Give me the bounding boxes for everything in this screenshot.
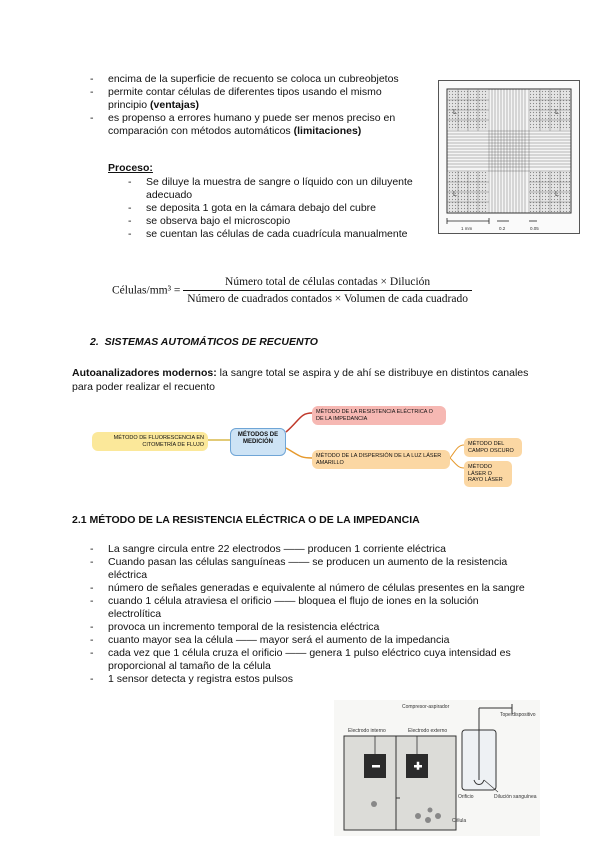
label-electrodo-interno: Electrodo interno — [348, 728, 386, 734]
label-dilucion: Dilución sanguínea — [494, 794, 537, 800]
scale-label: 1 mm — [461, 226, 473, 231]
list-item: - encima de la superficie de recuento se coloca un cubreobjetos — [86, 73, 421, 86]
list-item: - Cuando pasan las células sanguíneas —— se producen un aumento de la resistencia eléctrica — [86, 556, 526, 582]
top-bullet-list — [86, 73, 421, 138]
impedance-bullet-list — [86, 543, 526, 686]
hemocytometer-grid — [439, 81, 579, 233]
label-celula: Célula — [452, 818, 467, 824]
chamber-label-l: L — [555, 109, 559, 116]
apparatus-drawing — [334, 700, 540, 836]
list-item: - se deposita 1 gota en la cámara debajo del cubre — [124, 202, 424, 215]
mindmap-impedance-node: MÉTODO DE LA RESISTENCIA ELÉCTRICA O DE LA IMPEDANCIA — [312, 406, 446, 425]
counting-chamber-image — [438, 80, 580, 234]
list-item: - cuando 1 célula atraviesa el orificio —— bloquea el flujo de iones en la solución electrolítica — [86, 595, 526, 621]
formula-lhs: Células/mm³ = — [112, 284, 181, 297]
mindmap-left-node: MÉTODO DE FLUORESCENCIA EN CITOMETRÍA DE FLUJO — [92, 432, 208, 451]
section-2-heading: 2. SISTEMAS AUTOMÁTICOS DE RECUENTO — [90, 336, 318, 348]
list-item: - provoca un incremento temporal de la resistencia eléctrica — [86, 621, 526, 634]
mindmap-center-node: MÉTODOS DE MEDICIÓN — [230, 428, 286, 456]
formula-denominator: Número de cuadrados contados × Volumen de cada cuadrado — [187, 293, 468, 305]
list-item: - se observa bajo el microscopio — [124, 215, 424, 228]
section-2-intro: Autoanalizadores modernos: la sangre total se aspira y de ahí se distribuye en distintos canales para poder realizar el recuento — [72, 367, 529, 393]
label-orificio: Orificio — [458, 794, 474, 800]
chamber-label-l: L — [453, 109, 457, 116]
chamber-label-l: L — [555, 191, 559, 198]
list-item: - 1 sensor detecta y registra estos pulsos — [86, 673, 526, 686]
list-item: - cada vez que 1 célula cruza el orificio —— genera 1 pulso eléctrico cuya intensidad es proporcional al tamaño de la célula — [86, 647, 526, 673]
mindmap-laser-ray-node: MÉTODO LÁSER O RAYO LÁSER — [464, 461, 512, 487]
mindmap-dark-field-node: MÉTODO DEL CAMPO OSCURO — [464, 438, 522, 457]
scale-label: 0.05 — [530, 226, 539, 231]
list-item: - Se diluye la muestra de sangre o líquido con un diluyente adecuado — [124, 176, 424, 202]
list-item: - se cuentan las células de cada cuadrícula manualmente — [124, 228, 424, 241]
list-item: - La sangre circula entre 22 electrodos —— producen 1 corriente eléctrica — [86, 543, 526, 556]
label-tope: Tope/dispositivo — [500, 712, 536, 718]
proceso-steps — [124, 176, 424, 241]
scale-label: 0.2 — [499, 226, 506, 231]
proceso-title: Proceso: — [108, 162, 153, 174]
formula-numerator: Número total de células contadas × Dilución — [183, 276, 472, 291]
mindmap-laser-node: MÉTODO DE LA DISPERSIÓN DE LA LUZ LÁSER AMARILLO — [312, 450, 450, 469]
methods-mindmap — [90, 400, 530, 483]
chamber-label-l: L — [453, 191, 457, 198]
impedance-apparatus-diagram — [334, 700, 540, 836]
list-item: - permite contar células de diferentes tipos usando el mismo principio (ventajas) — [86, 86, 421, 112]
label-compresor: Compresor-aspirador — [402, 704, 450, 710]
list-item: - es propenso a errores humano y puede ser menos preciso en comparación con métodos automáticos (limitaciones) — [86, 112, 421, 138]
list-item: - cuanto mayor sea la célula —— mayor será el aumento de la impedancia — [86, 634, 526, 647]
formula-fraction — [183, 276, 472, 305]
cell-count-formula — [112, 276, 472, 305]
list-item: - número de señales generadas e equivalente al número de células presentes en la sangre — [86, 582, 526, 595]
section-2-1-heading: 2.1 MÉTODO DE LA RESISTENCIA ELÉCTRICA O DE LA IMPEDANCIA — [72, 514, 420, 526]
label-electrodo-externo: Electrodo externo — [408, 728, 448, 734]
